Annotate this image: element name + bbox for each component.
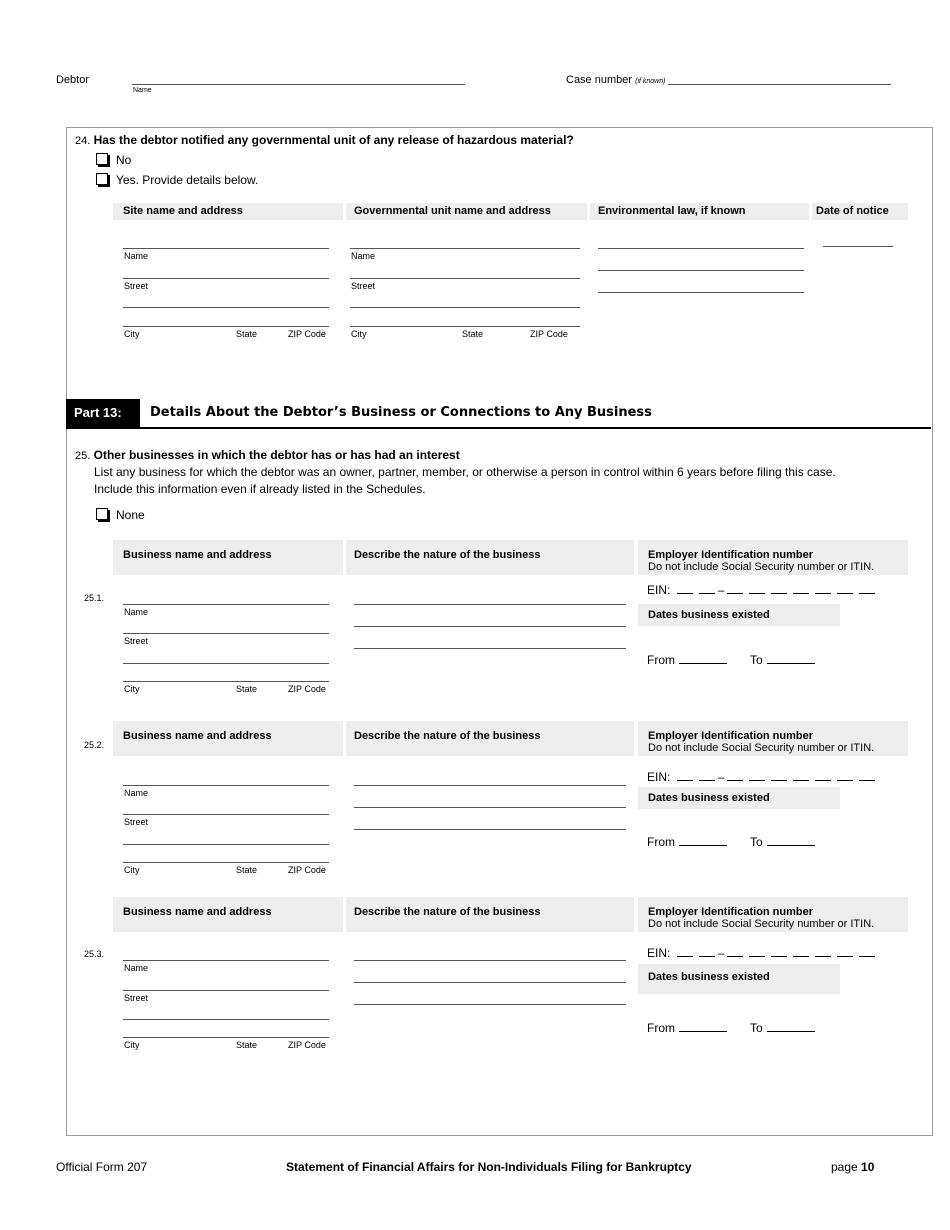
q25-3-city-field[interactable] (123, 1037, 329, 1038)
q25-2-nature-field-2[interactable] (354, 807, 626, 808)
q24-gov-street-field[interactable] (350, 278, 580, 279)
field-label: ZIP Code (288, 1040, 326, 1050)
field-label: Name (124, 963, 149, 973)
field-label: Street (351, 281, 376, 291)
field-label: State (236, 1040, 258, 1050)
q25-1-col-ein: Employer Identification number Do not include Social Security number or ITIN. (638, 540, 908, 575)
q25-2-col-nature: Describe the nature of the business (346, 721, 634, 756)
q25-1-ein-field[interactable]: EIN: – (647, 583, 878, 597)
q25-1-dates-header: Dates business existed (638, 604, 840, 626)
q25-3-street-field[interactable] (123, 990, 329, 991)
q24-gov-name-field[interactable] (350, 248, 580, 249)
q25-instructions-1: List any business for which the debtor was an owner, partner, member, or otherwise a person in control within 6 years before filing this case. (94, 465, 836, 479)
q25-1-nature-field-3[interactable] (354, 648, 626, 649)
q24-site-name-field[interactable] (123, 248, 329, 249)
field-label: Name (124, 251, 149, 261)
q25-1-to-field[interactable]: To (750, 653, 815, 667)
q25-3-name-field[interactable] (123, 960, 329, 961)
case-number-label: Case number (if known) (566, 74, 666, 86)
q25-2-city-field[interactable] (123, 862, 329, 863)
q24-col-environmental-law: Environmental law, if known (590, 203, 809, 220)
q25-2-street2-field[interactable] (123, 844, 329, 845)
q25-2-col-ein: Employer Identification number Do not include Social Security number or ITIN. (638, 721, 908, 756)
q24-gov-city-field[interactable] (350, 326, 580, 327)
field-label: Street (124, 636, 149, 646)
entry-number: 25.2. (84, 740, 105, 750)
q25-option-none[interactable]: None (96, 508, 145, 522)
field-label: Street (124, 817, 149, 827)
q25-2-nature-field-3[interactable] (354, 829, 626, 830)
q24-env-law-field-1[interactable] (598, 248, 804, 249)
q25-2-col-business: Business name and address (113, 721, 343, 756)
entry-number: 25.1. (84, 593, 105, 603)
part-13-label: Part 13: (66, 399, 140, 427)
field-label: State (236, 329, 258, 339)
question-24: 24. Has the debtor notified any governmental unit of any release of hazardous material? (75, 133, 574, 147)
field-label: Street (124, 281, 149, 291)
field-label: ZIP Code (288, 329, 326, 339)
q25-3-col-nature: Describe the nature of the business (346, 897, 634, 932)
q25-1-city-field[interactable] (123, 681, 329, 682)
q25-2-ein-field[interactable]: EIN: – (647, 770, 878, 784)
debtor-name-field[interactable] (132, 84, 465, 85)
q24-col-governmental-unit: Governmental unit name and address (346, 203, 587, 220)
q25-3-col-ein: Employer Identification number Do not include Social Security number or ITIN. (638, 897, 908, 932)
q25-3-from-field[interactable]: From (647, 1021, 727, 1035)
debtor-label: Debtor (56, 74, 90, 86)
field-label: Name (124, 788, 149, 798)
field-label: Street (124, 993, 149, 1003)
checkbox-icon[interactable] (96, 173, 108, 185)
checkbox-icon[interactable] (96, 508, 108, 520)
q25-instructions-2: Include this information even if already listed in the Schedules. (94, 482, 426, 496)
q25-1-nature-field-1[interactable] (354, 604, 626, 605)
q25-3-col-business: Business name and address (113, 897, 343, 932)
q25-2-name-field[interactable] (123, 785, 329, 786)
q25-3-nature-field-3[interactable] (354, 1004, 626, 1005)
field-label: ZIP Code (288, 865, 326, 875)
q24-col-site: Site name and address (113, 203, 343, 220)
q25-1-from-field[interactable]: From (647, 653, 727, 667)
q25-2-street-field[interactable] (123, 814, 329, 815)
q25-1-street2-field[interactable] (123, 663, 329, 664)
field-label: State (462, 329, 484, 339)
part-13-title: Details About the Debtor’s Business or Connections to Any Business (150, 405, 652, 420)
q25-2-from-field[interactable]: From (647, 835, 727, 849)
q25-1-street-field[interactable] (123, 633, 329, 634)
q25-1-name-field[interactable] (123, 604, 329, 605)
q24-col-date-notice: Date of notice (812, 203, 908, 220)
q25-3-nature-field-1[interactable] (354, 960, 626, 961)
q24-site-city-field[interactable] (123, 326, 329, 327)
q25-3-street2-field[interactable] (123, 1019, 329, 1020)
field-label: State (236, 865, 258, 875)
field-label: City (124, 865, 140, 875)
case-number-field[interactable] (668, 84, 891, 85)
field-label: Name (351, 251, 376, 261)
q25-3-to-field[interactable]: To (750, 1021, 815, 1035)
question-25: 25. Other businesses in which the debtor has or has had an interest (75, 448, 460, 462)
checkbox-icon[interactable] (96, 153, 108, 165)
debtor-name-caption: Name (133, 87, 152, 94)
q24-site-street2-field[interactable] (123, 307, 329, 308)
footer-form-title: Statement of Financial Affairs for Non-Individuals Filing for Bankruptcy (286, 1160, 692, 1174)
q25-1-nature-field-2[interactable] (354, 626, 626, 627)
q24-env-law-field-3[interactable] (598, 292, 804, 293)
part-13-header (66, 399, 931, 429)
field-label: City (124, 1040, 140, 1050)
q25-3-nature-field-2[interactable] (354, 982, 626, 983)
q25-2-to-field[interactable]: To (750, 835, 815, 849)
entry-number: 25.3. (84, 949, 105, 959)
q25-2-dates-header: Dates business existed (638, 787, 840, 809)
q25-1-col-business: Business name and address (113, 540, 343, 575)
field-label: City (124, 329, 140, 339)
field-label: ZIP Code (288, 684, 326, 694)
footer-form-number: Official Form 207 (56, 1160, 148, 1174)
field-label: City (124, 684, 140, 694)
footer-page: page 10 (831, 1160, 875, 1174)
field-label: ZIP Code (530, 329, 568, 339)
field-label: Name (124, 607, 149, 617)
q24-option-yes[interactable]: Yes. Provide details below. (96, 173, 258, 187)
field-label: State (236, 684, 258, 694)
q25-3-dates-header: Dates business existed (638, 964, 840, 994)
q24-env-law-field-2[interactable] (598, 270, 804, 271)
q24-option-no[interactable]: No (96, 153, 131, 167)
q24-date-notice-field[interactable] (823, 246, 893, 247)
field-label: City (351, 329, 367, 339)
q25-3-ein-field[interactable]: EIN: – (647, 946, 878, 960)
q25-2-nature-field-1[interactable] (354, 785, 626, 786)
q24-site-street-field[interactable] (123, 278, 329, 279)
q25-1-col-nature: Describe the nature of the business (346, 540, 634, 575)
q24-gov-street2-field[interactable] (350, 307, 580, 308)
